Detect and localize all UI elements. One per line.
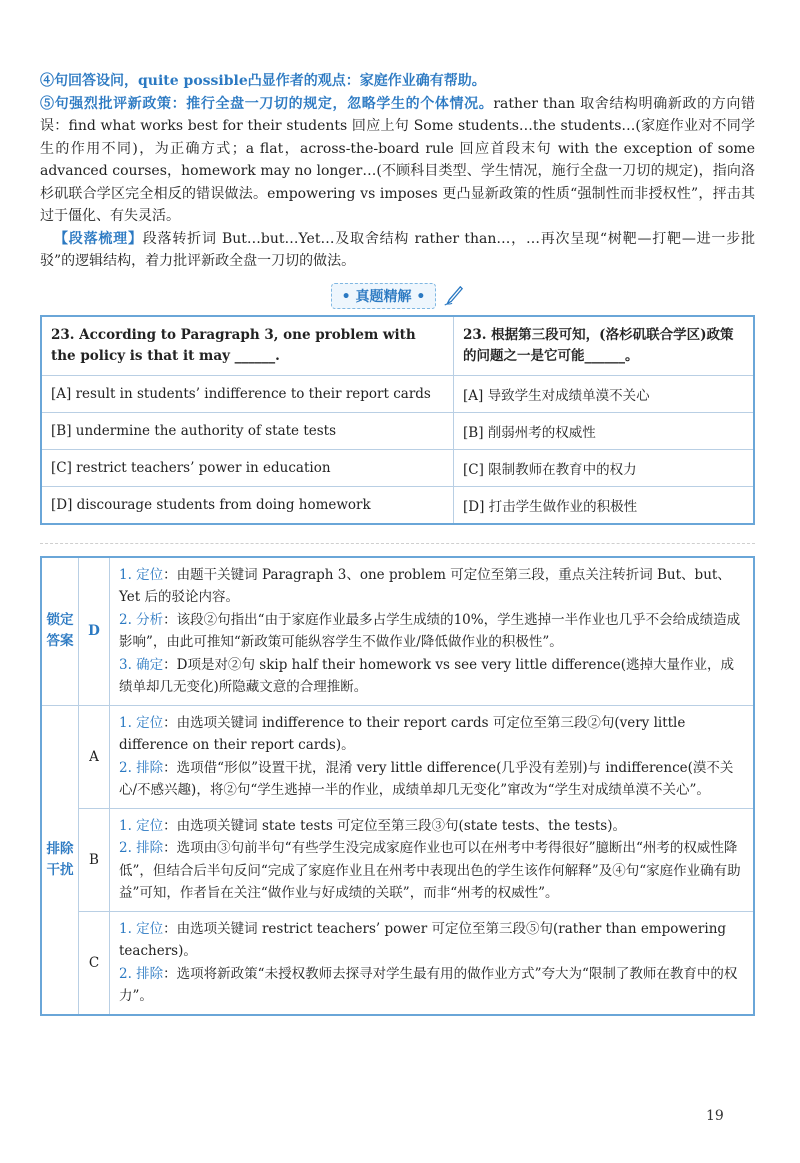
- exclude-letter-c: C: [79, 911, 110, 1015]
- option-b-en: [B] undermine the authority of state tests: [41, 412, 454, 449]
- exclude-a-line-1: 1. 定位：由选项关键词 indifference to their report cards 可定位至第三段②句(very little difference on their report cards)。: [119, 714, 686, 753]
- lock-line-3: 3. 确定：D项是对②句 skip half their homework vs see very little difference(逃掉大量作业，成绩单却几无变化)所隐藏文意的合理推断。: [119, 656, 734, 695]
- lock-line-2: 2. 分析：该段②句指出“由于家庭作业最多占学生成绩的10%，学生逃掉一半作业也几乎不会给成绩造成影响”，由此可推知“新政策可能纵容学生不做作业/降低做作业的积极性”。: [119, 611, 741, 650]
- question-stem-en: 23. According to Paragraph 3, one problem with the policy is that it may ______.: [41, 316, 454, 376]
- exclude-label: 排除干扰: [41, 705, 79, 1015]
- option-a-zh: [A] 导致学生对成绩单漠不关心: [454, 375, 755, 412]
- lock-answer-label: 锁定答案: [41, 557, 79, 706]
- exclude-c-line-1: 1. 定位：由选项关键词 restrict teachers’ power 可定位至第三段⑤句(rather than empowering teachers)。: [119, 920, 727, 959]
- option-b-zh: [B] 削弱州考的权威性: [454, 412, 755, 449]
- divider: [40, 543, 755, 544]
- section-title-row: [40, 281, 755, 311]
- page-content: [40, 70, 755, 1016]
- answer-table: [40, 556, 755, 1016]
- option-d-en: [D] discourage students from doing homework: [41, 486, 454, 524]
- lock-answer-body: [110, 557, 755, 706]
- option-c-zh: [C] 限制教师在教育中的权力: [454, 449, 755, 486]
- page-number: 19: [706, 1108, 724, 1124]
- exclude-a-line-2: 2. 排除：选项借“形似”设置干扰，混淆 very little difference(几乎没有差别)与 indifference(漠不关心/不感兴趣)，将②句“学生逃掉一半的作业，成绩单却几无变化”窜改为“学生对成绩单漠不关心”。: [119, 759, 734, 798]
- intro-line-5: ⑤句强烈批评新政策：推行全盘一刀切的规定，忽略学生的个体情况。rather than 取舍结构明确新政的方向错误：find what works best for their students 回应上句 Some students…the students…(家庭作业对不同学生的作用不同)，为正确方式；a flat，across-the-board rule 回应首段末句 with the exception of some advanced courses，homework may no longer…(不顾科目类型、学生情况，施行全盘一刀切的规定)，指向洛杉矶联合学区完全相反的错误做法。empowering vs imposes 更凸显新政策的性质“强制性而非授权性”，抨击其过于僵化、有失灵活。: [40, 95, 755, 224]
- option-a-en: [A] result in students’ indifference to their report cards: [41, 375, 454, 412]
- exclude-letter-a: A: [79, 705, 110, 808]
- question-stem-zh: 23. 根据第三段可知，(洛杉矶联合学区)政策的问题之一是它可能______。: [454, 316, 755, 376]
- exclude-c-line-2: 2. 排除：选项将新政策“未授权教师去探寻对学生最有用的做作业方式”夸大为“限制了教师在教育中的权力”。: [119, 965, 738, 1004]
- exclude-b-line-1: 1. 定位：由选项关键词 state tests 可定位至第三段③句(state tests、the tests)。: [119, 817, 626, 834]
- option-d-zh: [D] 打击学生做作业的积极性: [454, 486, 755, 524]
- pen-icon: [442, 285, 464, 307]
- exclude-body-b: [110, 808, 755, 911]
- intro-line-4: ④句回答设问，quite possible凸显作者的观点：家庭作业确有帮助。: [40, 73, 486, 89]
- exclude-letter-b: B: [79, 808, 110, 911]
- exclude-body-c: [110, 911, 755, 1015]
- lock-line-1: 1. 定位：由题干关键词 Paragraph 3、one problem 可定位至第三段，重点关注转折词 But、but、Yet 后的驳论内容。: [119, 566, 731, 605]
- exclude-body-a: [110, 705, 755, 808]
- option-c-en: [C] restrict teachers’ power in education: [41, 449, 454, 486]
- paragraph-summary: 【段落梳理】段落转折词 But…but…Yet…及取舍结构 rather than…，…再次呈现“树靶—打靶—进一步批驳”的逻辑结构，着力批评新政全盘一刀切的做法。: [40, 230, 755, 269]
- exclude-b-line-2: 2. 排除：选项由③句前半句“有些学生没完成家庭作业也可以在州考中考得很好”臆断出“州考的权威性降低”，但结合后半句反问“完成了家庭作业且在州考中表现出色的学生该作何解释”及④句“家庭作业确有助益”可知，作者旨在关注“做作业与好成绩的关联”，而非“州考的权威性”。: [119, 840, 741, 901]
- lock-answer-letter: D: [79, 557, 110, 706]
- question-table: [40, 315, 755, 525]
- section-title: • 真题精解 •: [331, 283, 437, 309]
